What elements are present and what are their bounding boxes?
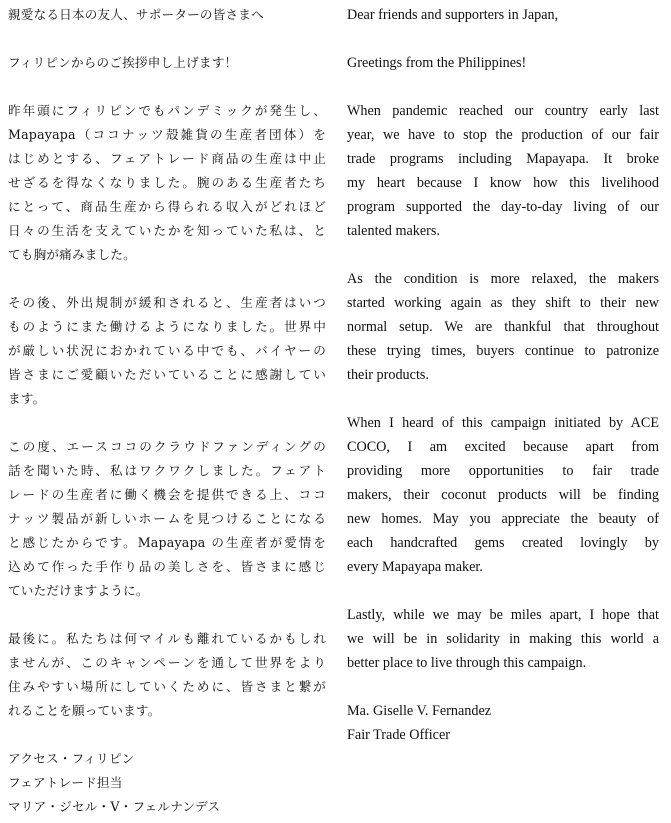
text-line: にとって、商品生産から得られる収入がどれほど: [8, 199, 326, 214]
text-line: each handcrafted gems created lovingly by: [347, 535, 659, 551]
ja-paragraph-4: [8, 627, 326, 723]
ja-signature: [8, 747, 326, 819]
text-line: 最後に。私たちは何マイルも離れているかもしれ: [8, 631, 326, 646]
text-line: ナッツ製品が新しいホームを見つけることになる: [8, 511, 326, 526]
en-paragraph-2: [347, 267, 659, 387]
text-line: When pandemic reached our country early last: [347, 103, 659, 119]
ja-greeting-text: フィリピンからのご挨拶申し上げます！: [8, 55, 238, 70]
text-line: ませんが、このキャンペーンを通して世界をより: [8, 655, 326, 670]
text-line: 話を聞いた時、私はワクワクしました。フェアト: [8, 463, 326, 478]
text-line: ものようにまた働けるようになりました。世界中: [8, 319, 326, 334]
text-line: せざるを得なくなりました。腕のある生産者たち: [8, 175, 326, 190]
text-line: ていただけますように。: [8, 583, 149, 598]
text-line: 昨年頭にフィリピンでもパンデミックが発生し、: [8, 103, 326, 118]
text-line: we will be in solidarity in making this world a: [347, 631, 659, 647]
text-line: その後、外出規制が緩和されると、生産者はいつ: [8, 295, 326, 310]
text-line: はじめとする、フェアトレード商品の生産は中止: [8, 151, 326, 166]
text-line: new homes. May you appreciate the beauty of: [347, 511, 659, 527]
text-line: れることを願っています。: [8, 703, 161, 718]
en-greeting: [347, 51, 659, 75]
text-line: their products.: [347, 367, 429, 383]
text-line: 皆さまにご愛顧いただいていることに感謝してい: [8, 367, 326, 382]
text-line: ます。: [8, 391, 46, 406]
text-line: 住みやすい場所にしていくために、皆さまと繋が: [8, 679, 326, 694]
en-signature: [347, 699, 659, 747]
text-line: Mapayapa（ココナッツ殻雑貨の生産者団体）を: [8, 127, 326, 142]
text-line: が厳しい状況におかれている中でも、バイヤーの: [8, 343, 326, 358]
ja-signature-title: フェアトレード担当: [8, 775, 123, 790]
text-line: COCO, I am excited because apart from: [347, 439, 659, 455]
text-line: As the condition is more relaxed, the makers: [347, 271, 659, 287]
text-line: talented makers.: [347, 223, 440, 239]
japanese-letter: [8, 3, 326, 819]
text-line: started working again as they shift to their new: [347, 295, 659, 311]
en-signature-title: Fair Trade Officer: [347, 727, 450, 743]
en-paragraph-3: [347, 411, 659, 579]
en-salutation: [347, 3, 659, 27]
text-line: この度、エースココのクラウドファンディングの: [8, 439, 326, 454]
text-line: normal setup. We are thankful that throughout: [347, 319, 659, 335]
text-line: better place to live through this campaign.: [347, 655, 587, 671]
en-paragraph-1: [347, 99, 659, 243]
text-line: trade programs including Mapayapa. It broke: [347, 151, 659, 167]
ja-salutation: [8, 3, 326, 27]
text-line: と感じたからです。Mapayapa の生産者が愛情を: [8, 535, 326, 550]
text-line: every Mapayapa maker.: [347, 559, 483, 575]
text-line: makers, their coconut products will be finding: [347, 487, 659, 503]
ja-paragraph-2: [8, 291, 326, 411]
text-line: program supported the day-to-day living of our: [347, 199, 659, 215]
en-paragraph-4: [347, 603, 659, 675]
text-line: providing more opportunities to fair trade: [347, 463, 659, 479]
text-line: When I heard of this campaign initiated by ACE: [347, 415, 659, 431]
english-letter: [347, 3, 659, 747]
ja-signature-name: マリア・ジセル・V・フェルナンデス: [8, 799, 221, 814]
text-line: 込めて作った手作り品の美しさを、皆さまに感じ: [8, 559, 326, 574]
ja-salutation-text: 親愛なる日本の友人、サポーターの皆さまへ: [8, 7, 264, 22]
ja-greeting: [8, 51, 326, 75]
en-signature-name: Ma. Giselle V. Fernandez: [347, 703, 492, 719]
text-line: Lastly, while we may be miles apart, I hope that: [347, 607, 659, 623]
text-line: 日々の生活を支えていたかを知っていた私は、と: [8, 223, 326, 238]
en-greeting-text: Greetings from the Philippines!: [347, 55, 527, 71]
text-line: year, we have to stop the production of our fair: [347, 127, 659, 143]
ja-paragraph-3: [8, 435, 326, 603]
ja-signature-organization: アクセス・フィリピン: [8, 751, 135, 766]
ja-paragraph-1: [8, 99, 326, 267]
text-line: these trying times, buyers continue to patronize: [347, 343, 659, 359]
text-line: my heart because I know how this livelihood: [347, 175, 659, 191]
en-salutation-text: Dear friends and supporters in Japan,: [347, 7, 559, 23]
text-line: ても胸が痛みました。: [8, 247, 136, 262]
text-line: レードの生産者に働く機会を提供できる上、ココ: [8, 487, 326, 502]
